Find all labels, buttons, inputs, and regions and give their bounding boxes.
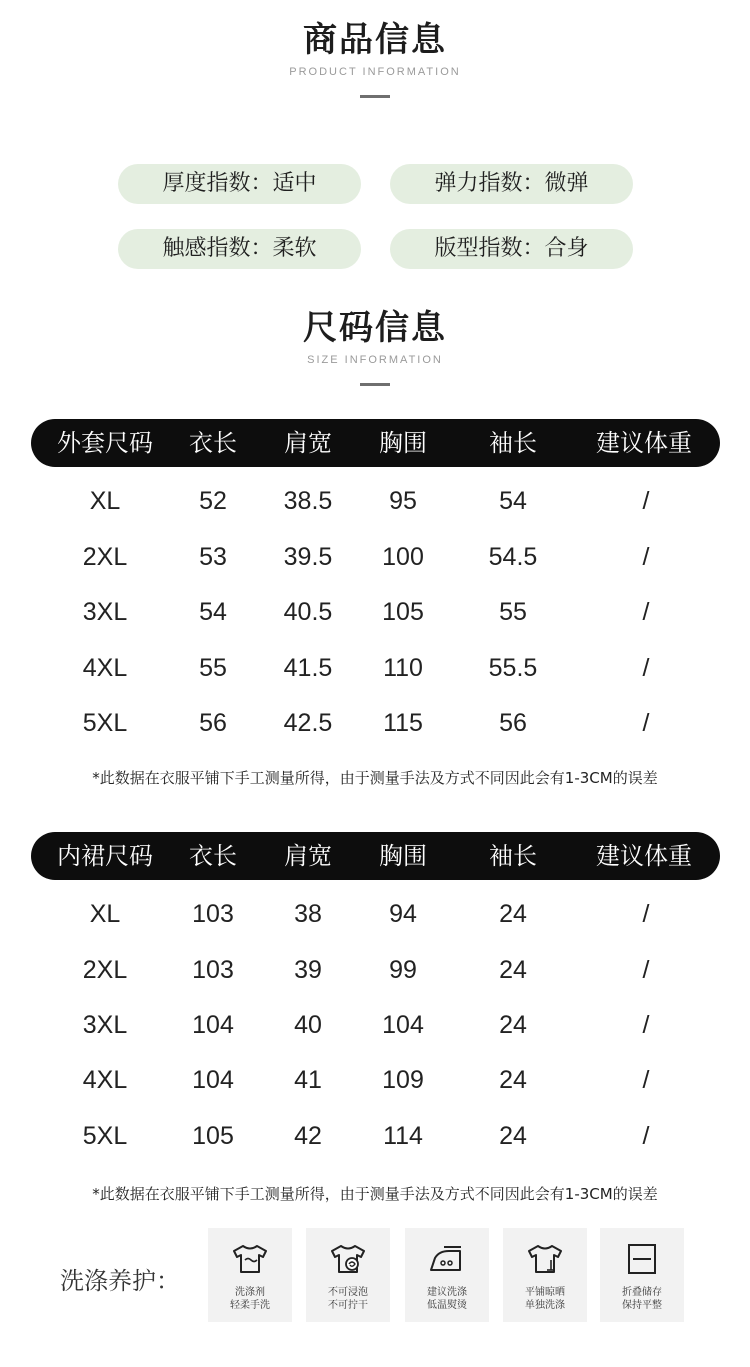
table-cell: 114 [383,1122,423,1150]
jacket-table-header [31,419,720,467]
table-cell: 2XL [82,543,128,571]
care-item-line: 洗涤剂 [235,1287,265,1298]
table-cell: / [642,956,650,984]
measurement-note: *此数据在衣服平铺下手工测量所得，由于测量手法及方式不同因此会有1-3CM的误差 [92,769,658,787]
care-item-no-soak [306,1228,390,1322]
table-cell: 54 [499,487,527,515]
table-row [31,529,720,585]
care-item-line: 不可拧干 [328,1300,368,1311]
table-cell: 39 [294,956,322,984]
touch-pill: 触感指数：柔软 [118,229,361,269]
table-cell: 3XL [82,598,128,626]
table-cell: 24 [499,956,527,984]
table-cell: 2XL [82,956,128,984]
care-item-fold-storage [600,1228,684,1322]
care-item-line: 单独洗涤 [525,1300,565,1311]
table-cell: 110 [383,654,423,682]
table-row [31,473,720,529]
table-cell: 103 [192,900,234,928]
care-item-line: 保持平整 [622,1300,662,1311]
table-cell: / [642,1066,650,1094]
product-info-subtitle: PRODUCT INFORMATION [289,66,461,78]
table-cell: 4XL [82,1066,128,1094]
table-cell: 105 [192,1122,234,1150]
table-cell: 99 [389,956,417,984]
column-header: 内裙尺码 [57,842,153,870]
table-row [31,695,720,751]
table-cell: / [642,1122,650,1150]
care-item-flat-dry [503,1228,587,1322]
table-cell: 105 [382,598,424,626]
product-info-title: 商品信息 [303,20,447,60]
care-item-hand-wash [208,1228,292,1322]
table-row [31,640,720,696]
table-cell: 41 [294,1066,322,1094]
table-cell: / [642,487,650,515]
heading-divider [360,383,390,386]
table-cell: 53 [199,543,227,571]
care-item-line: 建议洗涤 [427,1287,467,1298]
size-info-subtitle: SIZE INFORMATION [307,354,443,366]
table-cell: 109 [382,1066,424,1094]
size-info-title: 尺码信息 [303,308,447,348]
column-header: 衣长 [189,842,237,870]
table-cell: / [642,598,650,626]
column-header: 肩宽 [284,842,332,870]
table-row [31,886,720,942]
table-cell: / [642,543,650,571]
table-cell: / [642,654,650,682]
table-cell: 38 [294,900,322,928]
table-cell: 42.5 [283,709,333,737]
table-cell: 40.5 [283,598,333,626]
table-cell: / [642,1011,650,1039]
care-item-line: 低温熨烫 [427,1300,467,1311]
table-cell: 5XL [82,1122,128,1150]
table-cell: 55 [499,598,527,626]
care-item-line: 轻柔手洗 [230,1300,270,1311]
column-header: 胸围 [379,429,427,457]
table-row [31,997,720,1053]
measurement-note: *此数据在衣服平铺下手工测量所得，由于测量手法及方式不同因此会有1-3CM的误差 [92,1185,658,1203]
table-cell: 39.5 [283,543,333,571]
table-cell: 24 [499,1066,527,1094]
table-cell: 56 [199,709,227,737]
size-info-heading [0,308,750,386]
table-cell: 3XL [82,1011,128,1039]
elasticity-pill: 弹力指数：微弹 [390,164,633,204]
table-cell: 55.5 [488,654,538,682]
care-item-line: 折叠储存 [622,1287,662,1298]
folded-storage-icon [622,1242,662,1276]
table-row [31,584,720,640]
table-cell: 42 [294,1122,322,1150]
tshirt-wash-icon [230,1242,270,1276]
table-cell: 104 [192,1011,234,1039]
table-cell: 41.5 [283,654,333,682]
table-cell: 40 [294,1011,322,1039]
column-header: 胸围 [379,842,427,870]
table-row [31,942,720,998]
table-cell: 5XL [82,709,128,737]
table-cell: 38.5 [283,487,333,515]
table-cell: 94 [389,900,417,928]
thickness-pill: 厚度指数：适中 [118,164,361,204]
table-cell: 100 [382,543,424,571]
care-item-line: 平铺晾晒 [525,1287,565,1298]
tshirt-flat-dry-icon [525,1242,565,1276]
table-cell: 52 [199,487,227,515]
tshirt-no-wring-icon [328,1242,368,1276]
care-item-line: 不可浸泡 [328,1287,368,1298]
heading-divider [360,95,390,98]
table-row [31,1052,720,1108]
column-header: 外套尺码 [57,429,153,457]
fit-pill: 版型指数：合身 [390,229,633,269]
table-cell: 4XL [82,654,128,682]
table-cell: 55 [199,654,227,682]
table-row [31,1108,720,1164]
table-cell: 54.5 [488,543,538,571]
skirt-table-header [31,832,720,880]
care-item-iron [405,1228,489,1322]
table-cell: 54 [199,598,227,626]
table-cell: 115 [383,709,423,737]
column-header: 肩宽 [284,429,332,457]
table-cell: / [642,900,650,928]
table-cell: 104 [382,1011,424,1039]
product-info-heading [0,20,750,98]
table-cell: 24 [499,900,527,928]
table-cell: XL [89,487,121,515]
table-cell: 103 [192,956,234,984]
column-header: 衣长 [189,429,237,457]
table-cell: 24 [499,1011,527,1039]
column-header: 建议体重 [596,842,692,870]
table-cell: 95 [389,487,417,515]
table-cell: / [642,709,650,737]
care-label: 洗涤养护： [60,1267,180,1295]
column-header: 袖长 [489,842,537,870]
iron-low-heat-icon [427,1242,467,1276]
column-header: 袖长 [489,429,537,457]
column-header: 建议体重 [596,429,692,457]
table-cell: 56 [499,709,527,737]
table-cell: XL [89,900,121,928]
table-cell: 104 [192,1066,234,1094]
table-cell: 24 [499,1122,527,1150]
